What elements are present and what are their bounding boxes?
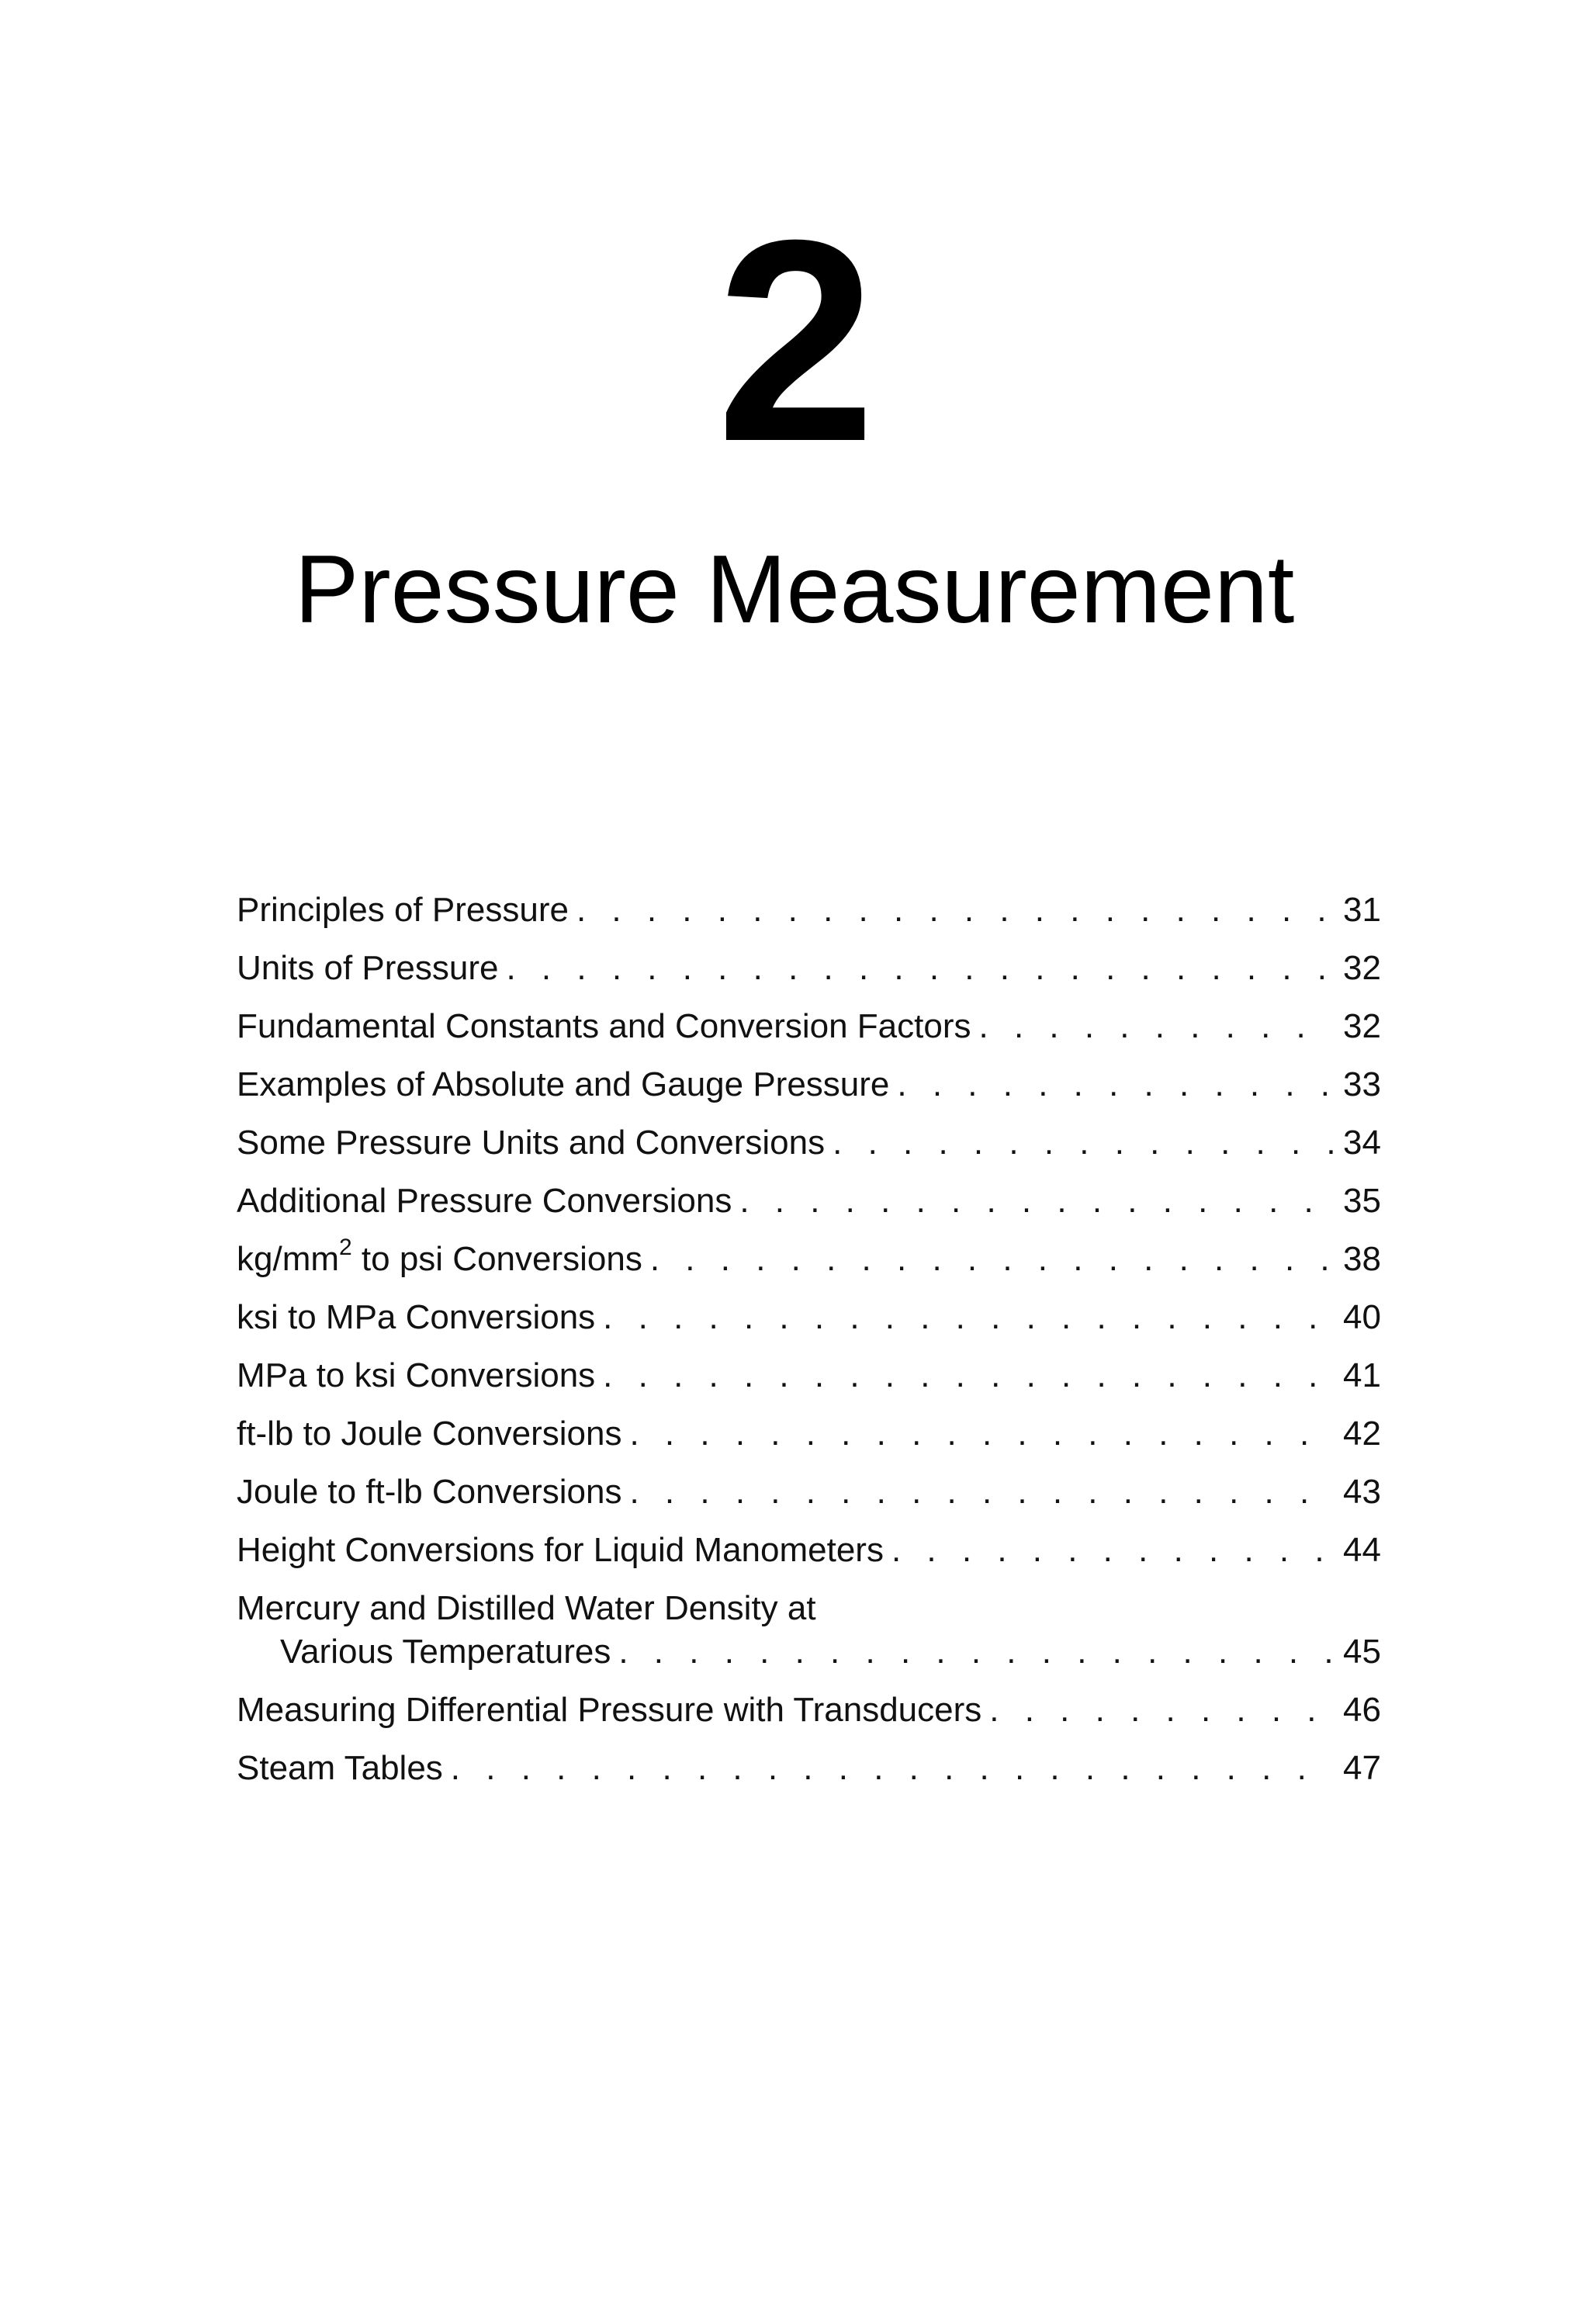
toc-entry-additional-pressure-conversions[interactable] [237, 1172, 1381, 1230]
toc-entry-ftlb-to-joule[interactable] [237, 1404, 1381, 1463]
toc-entry-label: Fundamental Constants and Conversion Factors [237, 1007, 971, 1045]
toc-page-number: 46 [1343, 1691, 1381, 1729]
toc-entry-principles-of-pressure[interactable] [237, 881, 1381, 939]
toc-entry-label: Additional Pressure Conversions [237, 1182, 732, 1220]
toc-entry-height-conversions-manometers[interactable] [237, 1521, 1381, 1579]
toc-leader-dots [506, 939, 1335, 997]
toc-entry-pressure-units-conversions[interactable] [237, 1114, 1381, 1172]
toc-leader-dots [891, 1521, 1335, 1579]
toc-entry-mercury-water-density[interactable] [237, 1579, 1381, 1681]
toc-page-number: 43 [1343, 1473, 1381, 1511]
toc-page-number: 44 [1343, 1531, 1381, 1569]
toc-label-superscript: 2 [339, 1235, 352, 1261]
toc-page-number: 33 [1343, 1065, 1381, 1103]
toc-entry-label: MPa to ksi Conversions [237, 1356, 596, 1394]
toc-entry-label: ksi to MPa Conversions [237, 1298, 596, 1336]
toc-entry-differential-pressure-transducers[interactable] [237, 1681, 1381, 1739]
toc-leader-dots [451, 1739, 1335, 1797]
toc-entry-label: Measuring Differential Pressure with Transducers [237, 1691, 982, 1729]
toc-entry-absolute-gauge-pressure[interactable] [237, 1055, 1381, 1114]
chapter-number: 2 [716, 181, 873, 501]
toc-label-suffix: to psi Conversions [351, 1240, 642, 1278]
toc-entry-label: Units of Pressure [237, 949, 499, 987]
toc-page-number: 32 [1343, 1007, 1381, 1045]
toc-page-number: 40 [1343, 1298, 1381, 1336]
toc-label-prefix: kg/mm [237, 1240, 339, 1278]
toc-entry-joule-to-ftlb[interactable] [237, 1463, 1381, 1521]
toc-entry-ksi-to-mpa[interactable] [237, 1288, 1381, 1346]
toc-page-number: 38 [1343, 1240, 1381, 1278]
toc-entry-label [237, 1230, 642, 1288]
toc-page-number: 41 [1343, 1356, 1381, 1394]
toc-leader-dots [603, 1346, 1335, 1404]
toc-entry-label: Examples of Absolute and Gauge Pressure [237, 1065, 890, 1103]
toc-leader-dots [576, 881, 1335, 939]
toc-page-number: 35 [1343, 1182, 1381, 1220]
toc-page-number: 34 [1343, 1124, 1381, 1162]
toc-entry-units-of-pressure[interactable] [237, 939, 1381, 997]
toc-page-number: 42 [1343, 1415, 1381, 1453]
toc-leader-dots [833, 1114, 1335, 1172]
toc-entry-kgmm2-to-psi[interactable] [237, 1230, 1381, 1288]
toc-leader-dots [629, 1404, 1335, 1463]
toc-leader-dots [739, 1172, 1335, 1230]
toc-page-number: 32 [1343, 949, 1381, 987]
toc-entry-steam-tables[interactable] [237, 1739, 1381, 1797]
toc-entry-label: Some Pressure Units and Conversions [237, 1124, 826, 1162]
toc-entry-label-line1: Mercury and Distilled Water Density at [237, 1589, 816, 1627]
toc-leader-dots [989, 1681, 1335, 1739]
toc-entry-label: Steam Tables [237, 1749, 443, 1787]
toc-entry-mpa-to-ksi[interactable] [237, 1346, 1381, 1404]
toc-entry-label-line2: Various Temperatures [280, 1633, 611, 1671]
toc-leader-dots [979, 997, 1335, 1055]
toc-entry-fundamental-constants[interactable] [237, 997, 1381, 1055]
toc-entry-label: Joule to ft-lb Conversions [237, 1473, 622, 1511]
toc-leader-dots [603, 1288, 1335, 1346]
toc-leader-dots [629, 1463, 1335, 1521]
toc-leader-dots [897, 1055, 1335, 1114]
toc-leader-dots [650, 1230, 1335, 1288]
toc-leader-dots [618, 1630, 1335, 1674]
chapter-title: Pressure Measurement [294, 536, 1295, 643]
toc-entry-label: Principles of Pressure [237, 891, 569, 929]
table-of-contents [237, 881, 1381, 1797]
toc-page-number: 45 [1343, 1633, 1381, 1671]
toc-entry-label: Height Conversions for Liquid Manometers [237, 1531, 884, 1569]
toc-page-number: 31 [1343, 891, 1381, 929]
toc-page-number: 47 [1343, 1749, 1381, 1787]
toc-entry-label: ft-lb to Joule Conversions [237, 1415, 622, 1453]
